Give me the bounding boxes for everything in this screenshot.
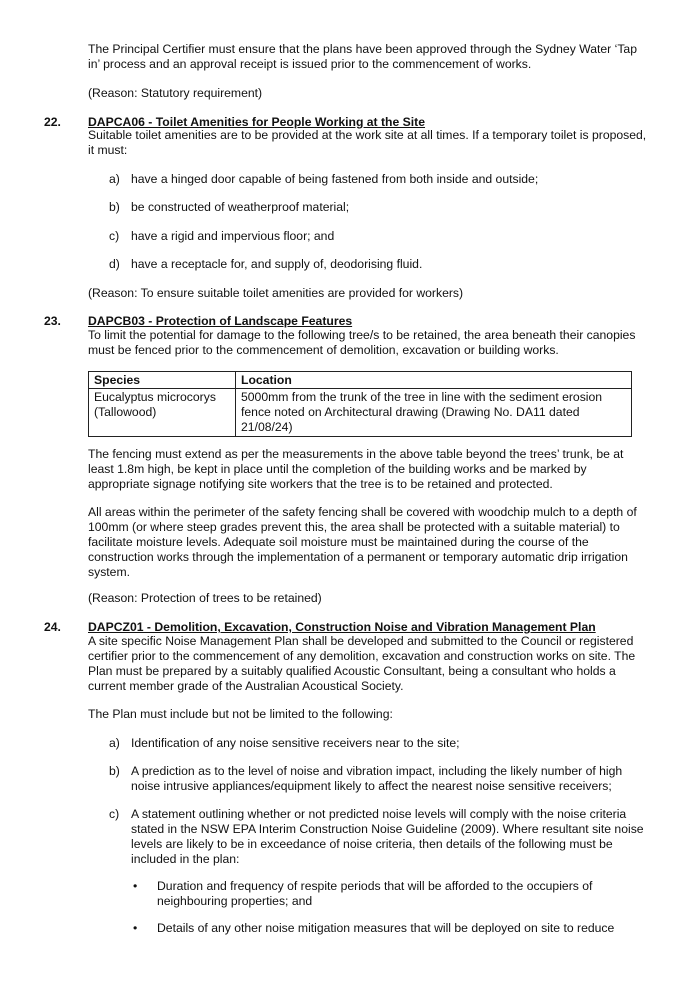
condition-24-paragraph: A site specific Noise Management Plan shall be developed and submitted to the Council or registered certifier prior to the commencement of any demolition, excavation and construction works on site. The Plan must be prepared by a suitably qualified Acoustic Consultant, being a consultant who holds a current member grade of the Australian Acoustical Society. bbox=[88, 634, 636, 693]
c24-item-a-letter: a) bbox=[109, 736, 120, 750]
c22-item-b-text: be constructed of weatherproof material; bbox=[131, 200, 350, 214]
table-header-location: Location bbox=[236, 372, 632, 389]
c24-bullet-1: Duration and frequency of respite periods that will be afforded to the occupiers of neighbouring properties; and bbox=[157, 879, 593, 908]
condition-22-paragraph: Suitable toilet amenities are to be provided at the work site at all times. If a temporary toilet is proposed, it must: bbox=[88, 128, 647, 157]
condition-24-paragraph-2: The Plan must include but not be limited to the following: bbox=[88, 707, 393, 721]
table-header-species: Species bbox=[89, 372, 236, 389]
c22-item-d-letter: d) bbox=[109, 257, 120, 271]
condition-23-paragraph: To limit the potential for damage to the following tree/s to be retained, the area beneath their canopies must be fenced prior to the commencement of demolition, excavation or building works. bbox=[88, 328, 636, 357]
condition-22-number: 22. bbox=[44, 115, 61, 129]
table-cell-location: 5000mm from the trunk of the tree in line with the sediment erosion fence noted on Architectural drawing (Drawing No. DA11 dated 21/08/24) bbox=[236, 389, 632, 437]
c22-item-c-letter: c) bbox=[109, 229, 120, 243]
condition-24-number: 24. bbox=[44, 620, 61, 634]
c22-item-c-text: have a rigid and impervious floor; and bbox=[131, 229, 335, 243]
c24-item-b-text: A prediction as to the level of noise and vibration impact, including the likely number of high noise intrusive appliances/equipment likely to affect the nearest noise sensitive receivers; bbox=[131, 764, 623, 793]
condition-22-reason: (Reason: To ensure suitable toilet amenities are provided for workers) bbox=[88, 286, 464, 300]
c22-item-b-letter: b) bbox=[109, 200, 120, 214]
condition-23-reason: (Reason: Protection of trees to be retained) bbox=[88, 591, 322, 605]
c24-bullet-2: Details of any other noise mitigation measures that will be deployed on site to reduce bbox=[157, 921, 615, 935]
c22-item-d-text: have a receptacle for, and supply of, deodorising fluid. bbox=[131, 257, 423, 271]
condition-23-paragraph-2: The fencing must extend as per the measurements in the above table beyond the trees’ trunk, be at least 1.8m high, be kept in place until the completion of the building works and be marked by appropriate signage notifying site workers that the tree is to be retained and protected. bbox=[88, 447, 624, 491]
c22-item-a-text: have a hinged door capable of being fastened from both inside and outside; bbox=[131, 172, 539, 186]
table-row bbox=[89, 389, 632, 437]
table-cell-species: Eucalyptus microcorys (Tallowood) bbox=[89, 389, 236, 437]
c24-item-b-letter: b) bbox=[109, 764, 120, 778]
bullet-marker: • bbox=[133, 879, 138, 893]
c24-item-c-text: A statement outlining whether or not predicted noise levels will comply with the noise criteria stated in the NSW EPA Interim Construction Noise Guideline (2009). Where resultant site noise levels are likely to be in exceedance of noise criteria, then details of the following must be included in the plan: bbox=[131, 807, 644, 866]
intro-reason: (Reason: Statutory requirement) bbox=[88, 86, 263, 100]
condition-22-title: DAPCA06 - Toilet Amenities for People Working at the Site bbox=[88, 115, 426, 129]
table-header-row bbox=[89, 372, 632, 389]
c22-item-a-letter: a) bbox=[109, 172, 120, 186]
condition-23-paragraph-3: All areas within the perimeter of the safety fencing shall be covered with woodchip mulch to a depth of 100mm (or where steep grades prevent this, the area shall be protected with a suitable material) to facilitate moisture levels. Adequate soil moisture must be maintained during the course of the construction works through the implementation of a permanent or temporary automatic drip irrigation system. bbox=[88, 505, 637, 579]
condition-23-title: DAPCB03 - Protection of Landscape Features bbox=[88, 314, 353, 328]
c24-item-a-text: Identification of any noise sensitive receivers near to the site; bbox=[131, 736, 460, 750]
bullet-marker: • bbox=[133, 921, 138, 935]
tree-protection-table bbox=[88, 371, 632, 437]
intro-paragraph: The Principal Certifier must ensure that the plans have been approved through the Sydney Water ‘Tap in’ process and an approval receipt is issued prior to the commencement of works. bbox=[88, 42, 637, 71]
condition-24-title: DAPCZ01 - Demolition, Excavation, Construction Noise and Vibration Management Plan bbox=[88, 620, 596, 634]
c24-item-c-letter: c) bbox=[109, 807, 120, 821]
condition-23-number: 23. bbox=[44, 314, 61, 328]
